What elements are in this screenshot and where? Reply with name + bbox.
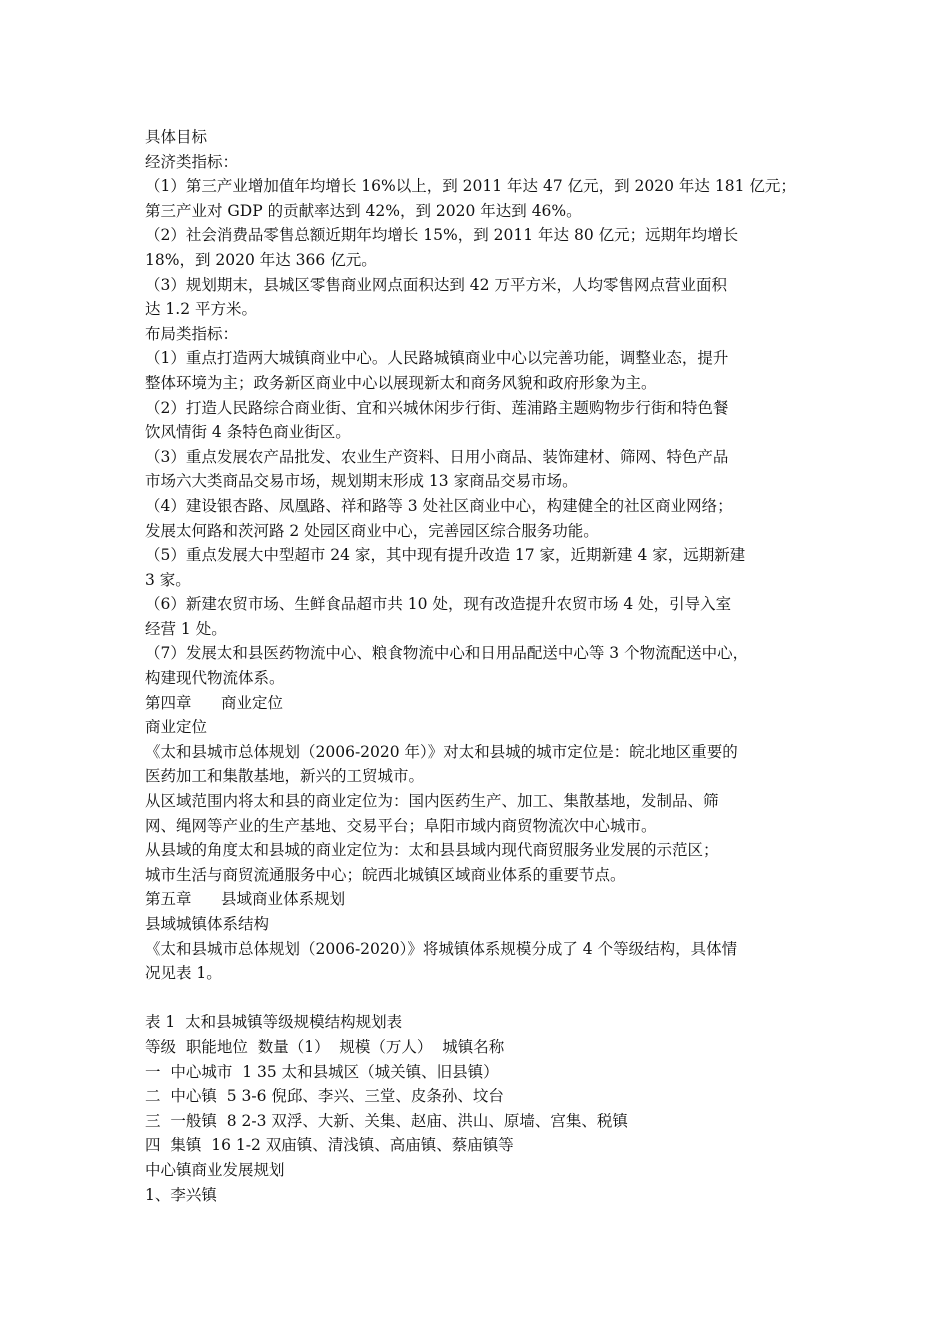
paragraph-line: 经营 1 处。 — [145, 619, 227, 638]
paragraph-line: 城市生活与商贸流通服务中心；皖西北城镇区域商业体系的重要节点。 — [145, 865, 626, 884]
section-heading-business-positioning: 商业定位 — [145, 718, 208, 737]
economic-indicators-label: 经济类指标： — [145, 152, 239, 171]
paragraph-line: （6）新建农贸市场、生鲜食品超市共 10 处，现有改造提升农贸市场 4 处，引导入室 — [145, 595, 732, 614]
paragraph-line: 饮风情街 4 条特色商业街区。 — [145, 423, 351, 442]
table-row: 三 一般镇 8 2-3 双浮、大新、关集、赵庙、洪山、原墙、宫集、税镇 — [145, 1111, 628, 1130]
paragraph-line: 从县域的角度太和县城的商业定位为：太和县县域内现代商贸服务业发展的示范区； — [145, 841, 719, 860]
section-heading-specific-goals: 具体目标 — [145, 128, 208, 146]
table-row: 二 中心镇 5 3-6 倪邱、李兴、三堂、皮条孙、坟台 — [145, 1087, 504, 1106]
paragraph-line: 网、绳网等产业的生产基地、交易平台；阜阳市域内商贸物流次中心城市。 — [145, 816, 657, 835]
paragraph-line: 达 1.2 平方米。 — [145, 300, 258, 319]
section-heading-central-town-plan: 中心镇商业发展规划 — [145, 1160, 285, 1179]
paragraph-line: （2）打造人民路综合商业街、宜和兴城休闲步行街、莲浦路主题购物步行街和特色餐 — [145, 398, 729, 417]
table-caption: 表 1 太和县城镇等级规模结构规划表 — [145, 1013, 403, 1032]
subsection-heading-lixing: 1、李兴镇 — [145, 1185, 217, 1204]
paragraph-line: 况见表 1。 — [145, 964, 222, 983]
blank-line — [145, 986, 815, 1011]
paragraph-line: （7）发展太和县医药物流中心、粮食物流中心和日用品配送中心等 3 个物流配送中心， — [145, 644, 749, 663]
section-heading-town-system: 县域城镇体系结构 — [145, 915, 270, 933]
paragraph-line: 3 家。 — [145, 570, 191, 589]
table-row: 一 中心城市 1 35 太和县城区（城关镇、旧县镇） — [145, 1062, 499, 1081]
document-body — [145, 125, 815, 1207]
paragraph-line: 构建现代物流体系。 — [145, 669, 285, 688]
paragraph-line: 发展太何路和茨河路 2 处园区商业中心，完善园区综合服务功能。 — [145, 521, 599, 540]
paragraph-line: （5）重点发展大中型超市 24 家，其中现有提升改造 17 家，近期新建 4 家，远期新建 — [145, 546, 746, 565]
paragraph-line: （2）社会消费品零售总额近期年均增长 15%，到 2011 年达 80 亿元；远期年均增长 — [145, 226, 739, 245]
chapter-heading-5: 第五章 县域商业体系规划 — [145, 890, 346, 909]
table-header-row: 等级 职能地位 数量（1） 规模（万人） 城镇名称 — [145, 1037, 505, 1056]
paragraph-line: 《太和县城市总体规划（2006-2020）》将城镇体系规模分成了 4 个等级结构，具体情 — [145, 939, 738, 958]
paragraph-line: 市场六大类商品交易市场，规划期末形成 13 家商品交易市场。 — [145, 472, 578, 491]
chapter-heading-4: 第四章 商业定位 — [145, 693, 284, 712]
paragraph-line: 整体环境为主；政务新区商业中心以展现新太和商务风貌和政府形象为主。 — [145, 373, 657, 392]
paragraph-line: 从区域范围内将太和县的商业定位为：国内医药生产、加工、集散基地，发制品、筛 — [145, 792, 719, 811]
paragraph-line: 18%，到 2020 年达 366 亿元。 — [145, 250, 377, 269]
paragraph-line: （1）重点打造两大城镇商业中心。人民路城镇商业中心以完善功能，调整业态，提升 — [145, 349, 729, 368]
paragraph-line: （3）规划期末，县城区零售商业网点面积达到 42 万平方米，人均零售网点营业面积 — [145, 275, 727, 294]
paragraph-line: 《太和县城市总体规划（2006-2020 年）》对太和县城的城市定位是：皖北地区重要的 — [145, 742, 738, 761]
paragraph-line: （1）第三产业增加值年均增长 16%以上，到 2011 年达 47 亿元，到 2020 年达 181 亿元； — [145, 177, 796, 196]
paragraph-line: 医药加工和集散基地，新兴的工贸城市。 — [145, 767, 425, 786]
paragraph-line: （4）建设银杏路、凤凰路、祥和路等 3 处社区商业中心，构建健全的社区商业网络； — [145, 496, 733, 515]
layout-indicators-label: 布局类指标： — [145, 324, 239, 343]
table-row: 四 集镇 16 1-2 双庙镇、清浅镇、高庙镇、蔡庙镇等 — [145, 1136, 514, 1155]
paragraph-line: 第三产业对 GDP 的贡献率达到 42%，到 2020 年达到 46%。 — [145, 201, 582, 220]
paragraph-line: （3）重点发展农产品批发、农业生产资料、日用小商品、装饰建材、筛网、特色产品 — [145, 447, 729, 466]
